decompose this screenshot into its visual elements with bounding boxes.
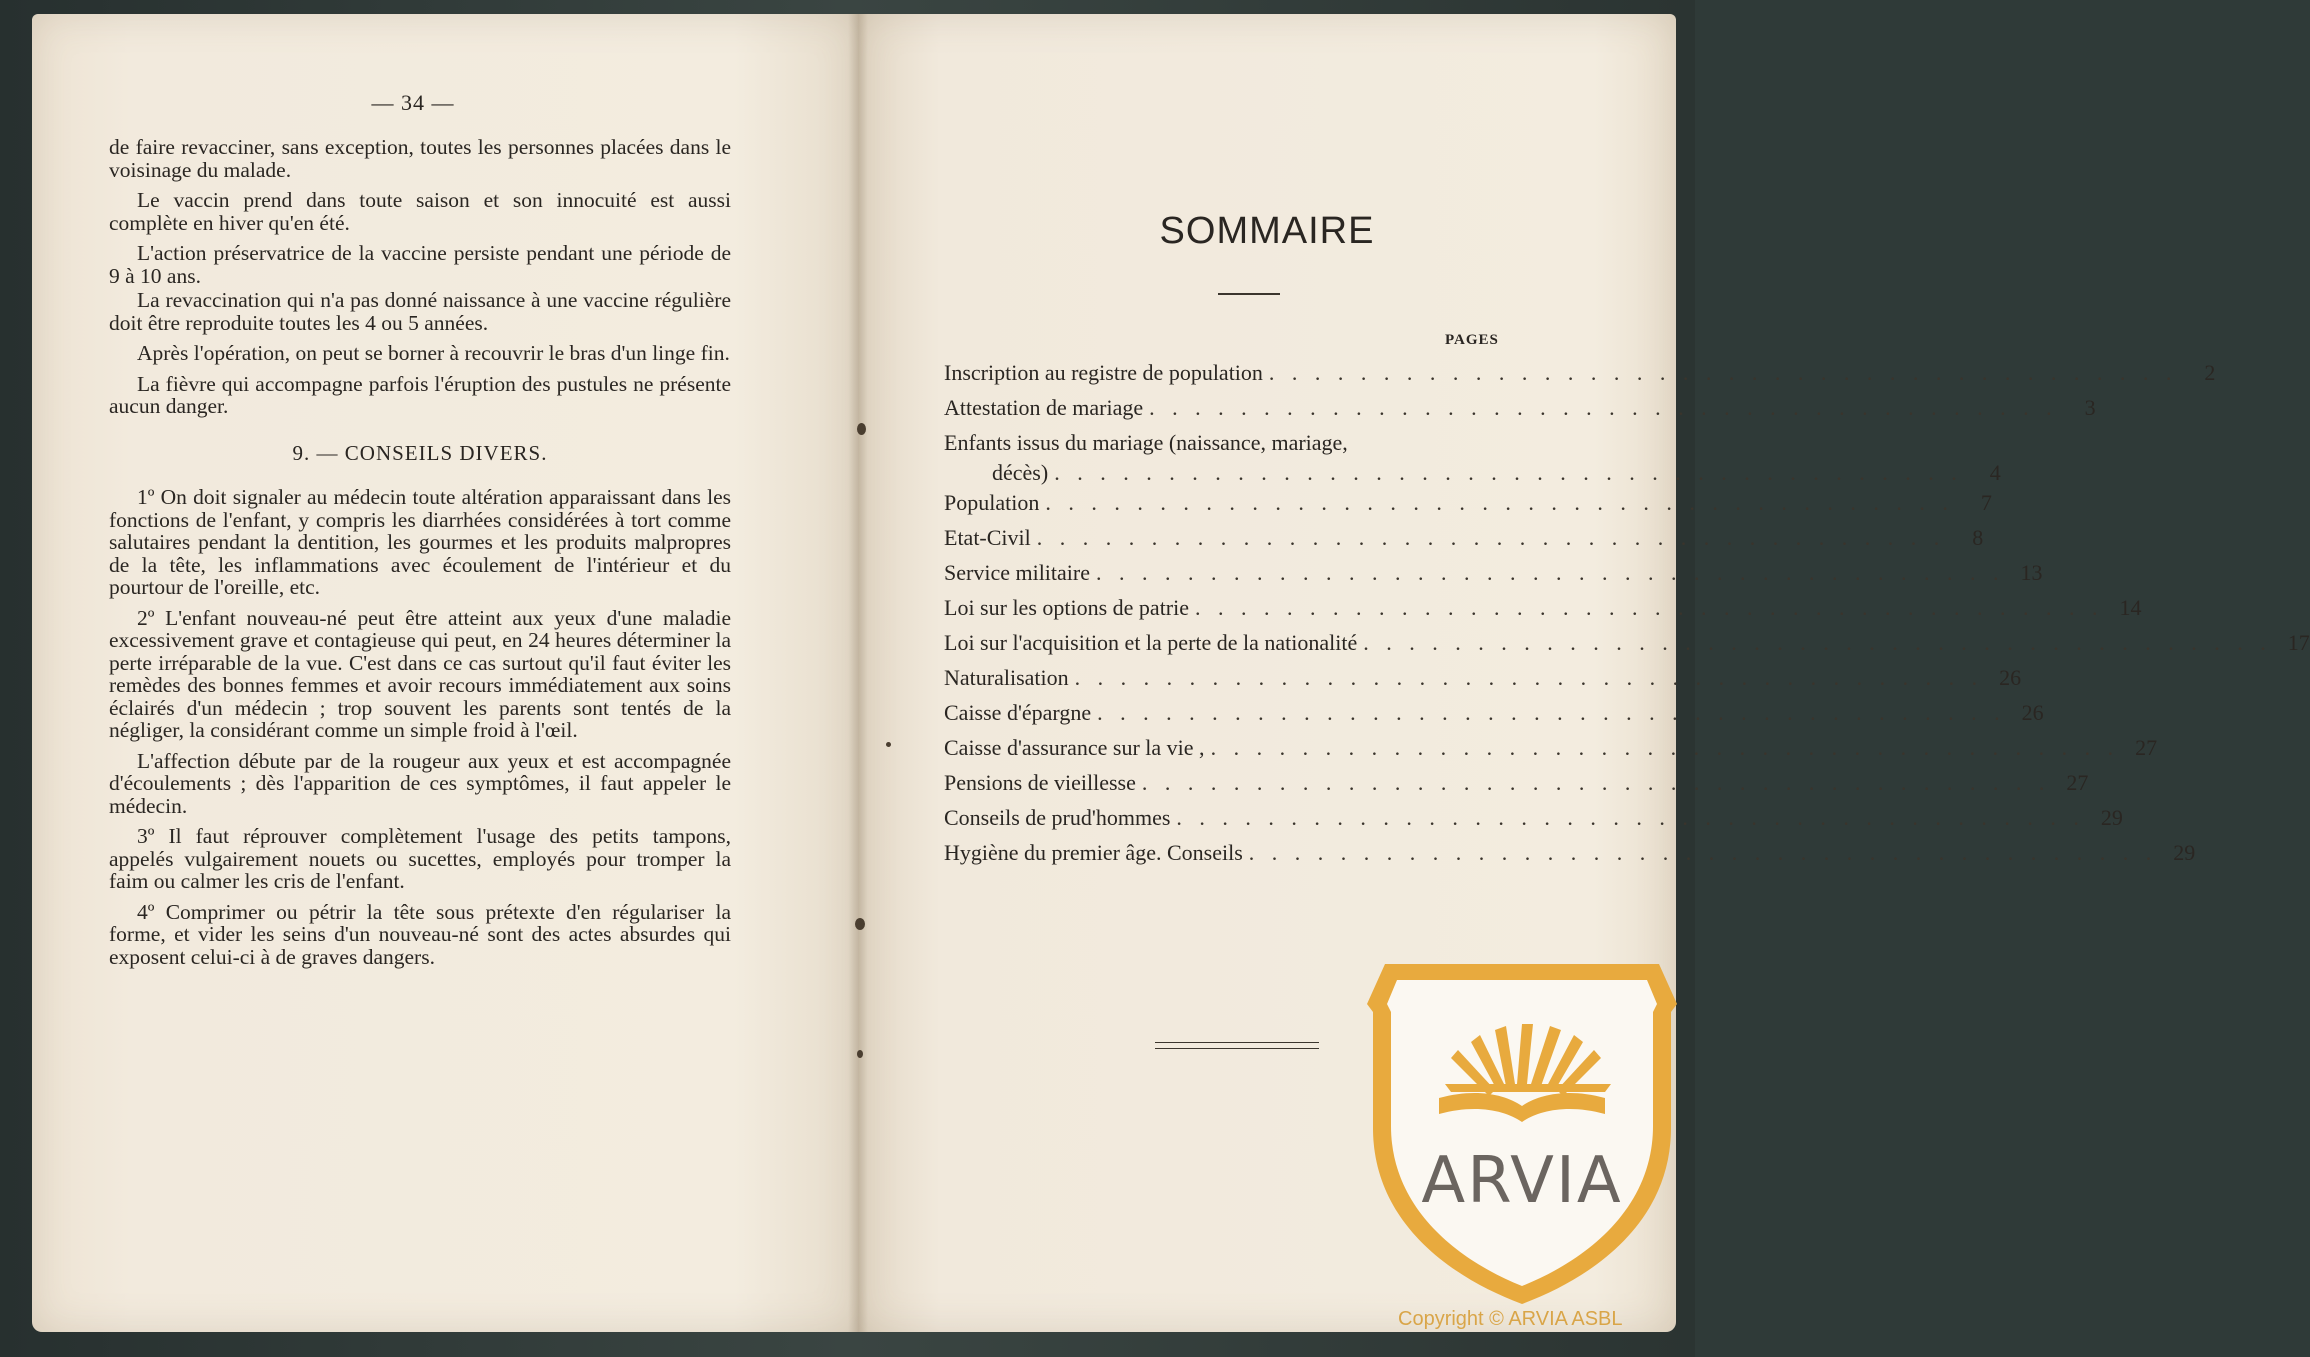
binding-mark [857,423,866,435]
leader-dots: . . . . . . . . . . . . . . . . . . . . . . . . . . . . . . . . . . . . . . . . [1176,805,2085,830]
toc-entry-page: 7 [1980,490,1992,515]
toc-entry-label: Attestation de mariage [944,395,1144,420]
toc-entry-label: Etat-Civil [944,525,1031,550]
leader-dots: . . . . . . . . . . . . . . . . . . . . . . . . . . . . . . . . . . . . . . . . [1195,595,2104,620]
leader-dots: . . . . . . . . . . . . . . . . . . . . . . . . . . . . . . . . . . . . . . . . [1036,525,1946,550]
toc-entry [944,630,2310,665]
binding-mark [855,918,865,930]
paragraph: 4º Comprimer ou pétrir la tête sous prétexte d'en régulariser la forme, et vider les seins d'un nouveau-né sont des actes absurdes qui exposent celui-ci à de graves dangers. [109,899,731,969]
paragraph: de faire revacciner, sans exception, toutes les personnes placées dans le voisinage du malade. [109,135,731,182]
paragraph: Le vaccin prend dans toute saison et son innocuité est aussi complète en hiver qu'en été. [109,188,731,235]
toc-entry [944,840,2196,875]
toc-entry-page: 27 [2135,735,2158,760]
toc-entry [944,560,2043,595]
toc-entry-page: 29 [2100,805,2123,830]
toc-entry-label: Inscription au registre de population [944,360,1263,385]
toc-entry-page: 27 [2066,770,2089,795]
toc-entry-label: Hygiène du premier âge. Conseils [944,840,1243,865]
toc-entry [944,525,1984,560]
leader-dots: . . . . . . . . . . . . . . . . . . . . . . . . . . . . . . . . . . . . . . . . [1210,735,2120,760]
toc-entry-page: 13 [2020,560,2043,585]
leader-dots: . . . . . . . . . . . . . . . . . . . . . . . . . . . . . . . . . . . . . . . . [1096,560,2005,585]
toc-entry-label: Loi sur les options de patrie [944,595,1190,620]
copyright-notice: Copyright © ARVIA ASBL [1398,1308,1623,1330]
binding-mark [857,1050,863,1058]
leader-dots: . . . . . . . . . . . . . . . . . . . . . . . . . . . . . . . . . . . . . . . . [1268,360,2178,385]
left-page-text [109,136,731,976]
title-rule [1218,293,1280,295]
toc-entry-page: 3 [2084,395,2096,420]
toc-entry-label: Service militaire [944,560,1090,585]
toc-entry-label: Conseils de prud'hommes [944,805,1171,830]
toc-entry-page: 14 [2119,595,2142,620]
paragraph: 3º Il faut réprouver complètement l'usage des petits tampons, appelés vulgairement nouets ou sucettes, employés pour tromper la faim ou calmer les cris de l'enfant. [109,824,731,893]
toc-entry [944,490,1992,525]
toc-entry [944,700,2044,735]
toc-entry-page: 26 [1999,665,2022,690]
toc-entry-label: Loi sur l'acquisition et la perte de la nationalité [944,630,1358,655]
toc-entry [944,805,2123,840]
toc-entry-label-continued: décès) [992,460,1049,485]
toc-entry-label: Pensions de vieillesse [944,770,1136,795]
paragraph: 1º On doit signaler au médecin toute altération apparaissant dans les fonctions de l'enfant, y compris les diarrhées considérées à tort comme salutaires pendant la dentition, les gourmes et les produits malpropres de la tête, les inflammations avec écoulement de l'intérieur et du pourtour de l'oreille, etc. [109,485,731,599]
toc-title: SOMMAIRE [1159,210,1375,252]
leader-dots: . . . . . . . . . . . . . . . . . . . . . . . . . . . . . . . . . . . . . . . . [1054,460,1963,485]
table-of-contents [944,360,2310,875]
toc-entry-page: 2 [2204,360,2216,385]
toc-entry [944,595,2142,630]
leader-dots: . . . . . . . . . . . . . . . . . . . . . . . . . . . . . . . . . . . . . . . . [1045,490,1954,515]
toc-entry [944,665,2022,700]
leader-dots: . . . . . . . . . . . . . . . . . . . . . . . . . . . . . . . . . . . . . . . . [1097,700,2006,725]
toc-entry [944,360,2216,395]
toc-entry-label: Naturalisation [944,665,1069,690]
foxing-spot [886,742,891,747]
toc-entry-label: Caisse d'épargne [944,700,1092,725]
toc-entry-label: Caisse d'assurance sur la vie , [944,735,1205,760]
toc-entry-page: 17 [2287,630,2310,655]
toc-entry-label: Population [944,490,1040,515]
toc-entry-page: 8 [1972,525,1984,550]
pages-column-label: PAGES [1445,332,1499,348]
leader-dots: . . . . . . . . . . . . . . . . . . . . . . . . . . . . . . . . . . . . . . . . [1074,665,1984,690]
paragraph: 2º L'enfant nouveau-né peut être atteint aux yeux d'une maladie excessivement grave et contagieuse qui peut, en 24 heures déterminer la perte irréparable de la vue. C'est dans ce cas surtout qu'il faut éviter les remèdes des bonnes femmes et avoir recours immédiatement aux soins éclairés d'un médecin ; trop souvent les parents sont tentés de la négliger, la considérant comme un simple froid à l'œil. [109,605,731,742]
toc-entry-label: Enfants issus du mariage (naissance, mariage, [944,430,1348,455]
end-double-rule [1155,1042,1319,1049]
toc-entry [944,735,2158,770]
toc-entry-page: 26 [2021,700,2044,725]
paragraph: Après l'opération, on peut se borner à recouvrir le bras d'un linge fin. [137,341,730,365]
toc-entry [944,395,2096,430]
toc-entry-page: 4 [1989,460,2001,485]
paragraph: La fièvre qui accompagne parfois l'éruption des pustules ne présente aucun danger. [109,371,731,418]
leader-dots: . . . . . . . . . . . . . . . . . . . . . . . . . . . . . . . . . . . . . . . . [1141,770,2051,795]
paragraph: L'affection débute par de la rougeur aux yeux et est accompagnée d'écoulements ; dès l'apparition de ces symptômes, il faut appeler le médecin. [109,748,731,818]
paragraph: L'action préservatrice de la vaccine persiste pendant une période de 9 à 10 ans. [109,241,731,288]
toc-entry-page: 29 [2173,840,2196,865]
paragraph: La revaccination qui n'a pas donné naissance à une vaccine régulière doit être reproduite toutes les 4 ou 5 années. [109,288,731,335]
arvia-logo [1365,958,1679,1310]
logo-text: ARVIA [1421,1144,1623,1218]
toc-entry [944,430,2001,490]
toc-entry-continuation [944,460,2001,490]
leader-dots: . . . . . . . . . . . . . . . . . . . . . . . . . . . . . . . . . . . . . . . . [1363,630,2272,655]
toc-entry [944,770,2089,805]
leader-dots: . . . . . . . . . . . . . . . . . . . . . . . . . . . . . . . . . . . . . . . . [1149,395,2058,420]
leader-dots: . . . . . . . . . . . . . . . . . . . . . . . . . . . . . . . . . . . . . . . . [1248,840,2158,865]
section-heading: 9. — CONSEILS DIVERS. [292,440,548,465]
page-number: — 34 — [371,90,455,115]
